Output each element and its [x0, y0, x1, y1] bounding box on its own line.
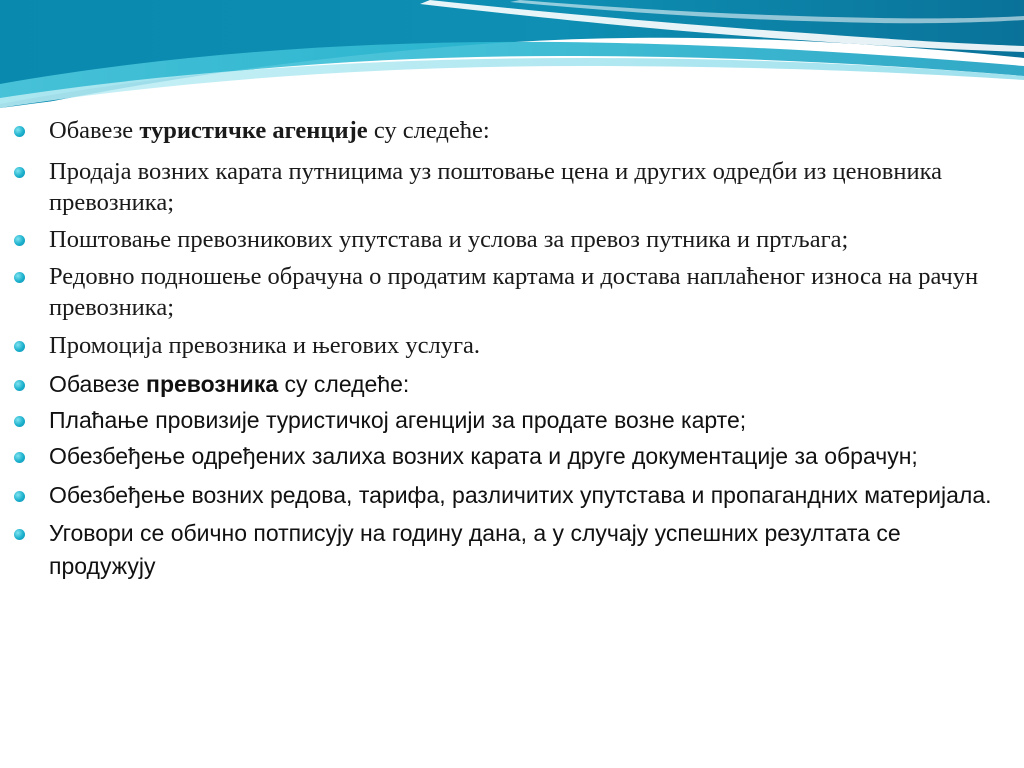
list-item — [0, 115, 1024, 146]
item-text-after: су следеће: — [278, 371, 410, 397]
item-text: Редовно подношење обрачуна о продатим картама и достава наплаћеног износа на рачун превозника; — [49, 263, 979, 321]
round-bullet-icon — [14, 167, 25, 178]
bullet-list — [0, 108, 1024, 583]
round-bullet-icon — [14, 272, 25, 283]
item-text-after: су следеће: — [367, 117, 490, 144]
round-bullet-icon — [14, 380, 25, 391]
round-bullet-icon — [14, 235, 25, 246]
list-item — [0, 517, 1024, 583]
item-text: Обезбеђење одређених залиха возних карата и друге документације за обрачун; — [49, 443, 918, 469]
round-bullet-icon — [14, 126, 25, 137]
item-text-bold: туристичке агенције — [139, 117, 368, 144]
round-bullet-icon — [14, 416, 25, 427]
list-item — [0, 368, 1024, 401]
item-text-before: Обавезе — [49, 371, 147, 397]
item-text: Продаја возних карата путницима уз поштовање цена и других одредби из ценовника превозника; — [49, 158, 943, 216]
item-text-before: Обавезе — [49, 117, 140, 144]
item-text: Плаћање провизије туристичкој агенцији за продате возне карте; — [49, 407, 747, 433]
list-item — [0, 479, 1024, 512]
item-text-bold: превозника — [146, 371, 279, 397]
round-bullet-icon — [14, 529, 25, 540]
item-text: Обезбеђење возних редова, тарифа, различитих упутстава и пропагандних материјала. — [49, 482, 992, 508]
item-text: Уговори се обично потписују на годину дана, а у случају успешних резултата се продужују — [49, 520, 901, 579]
round-bullet-icon — [14, 452, 25, 463]
list-item — [0, 156, 1024, 218]
round-bullet-icon — [14, 341, 25, 352]
list-item — [0, 224, 1024, 255]
round-bullet-icon — [14, 491, 25, 502]
list-item — [0, 440, 1024, 473]
item-text: Промоција превозника и његових услуга. — [49, 332, 481, 359]
item-text: Поштовање превозникових упутстава и услова за превоз путника и пртљага; — [49, 226, 849, 253]
list-item — [0, 330, 1024, 361]
list-item — [0, 261, 1024, 323]
list-item — [0, 404, 1024, 437]
